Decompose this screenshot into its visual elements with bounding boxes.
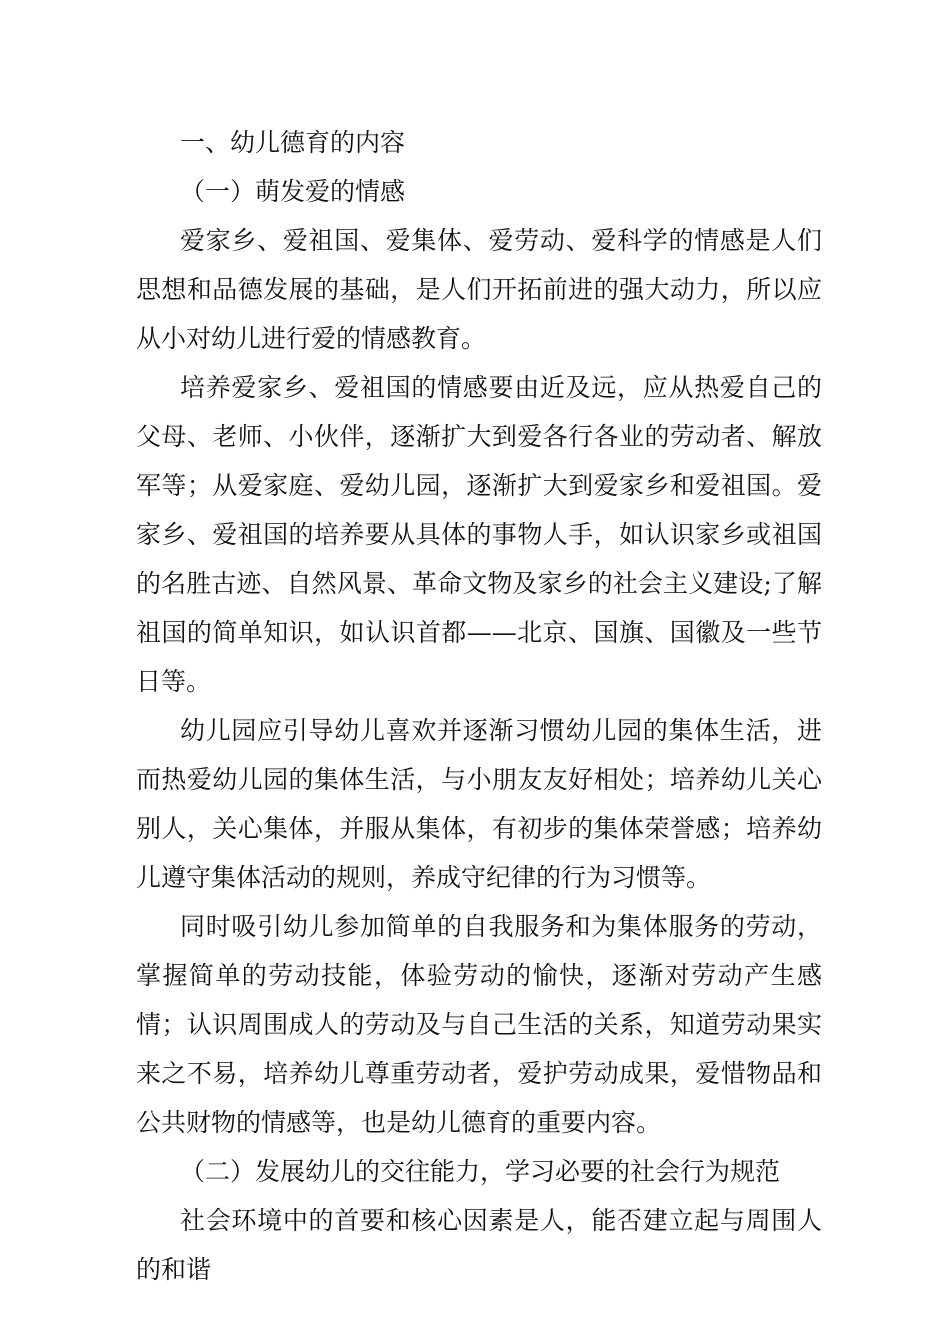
paragraph-love-collective: 幼儿园应引导幼儿喜欢并逐渐习惯幼儿园的集体生活，进而热爱幼儿园的集体生活，与小朋友友好相处；培养幼儿关心别人，关心集体，并服从集体，有初步的集体荣誉感；培养幼儿遵守集体活动的规则，养成守纪律的行为习惯等。 bbox=[136, 716, 822, 892]
subsection-heading-social: （二）发展幼儿的交往能力，学习必要的社会行为规范 bbox=[180, 1157, 781, 1186]
paragraph-love-homeland: 培养爱家乡、爱祖国的情感要由近及远，应从热爱自己的父母、老师、小伙伴，逐渐扩大到爱各行各业的劳动者、解放军等；从爱家庭、爱幼儿园，逐渐扩大到爱家乡和爱祖国。爱家乡、爱祖国的培养要从具体的事物人手，如认识家乡或祖国的名胜古迹、自然风景、革命文物及家乡的社会主义建设;了解祖国的简单知识，如认识首都——北京、国旗、国徽及一些节日等。 bbox=[136, 373, 822, 696]
paragraph-social-intro: 社会环境中的首要和核心因素是人，能否建立起与周围人的和谐 bbox=[136, 1206, 822, 1284]
section-heading: 一、幼儿德育的内容 bbox=[180, 128, 406, 157]
paragraph-love-labor: 同时吸引幼儿参加简单的自我服务和为集体服务的劳动，掌握简单的劳动技能，体验劳动的愉快，逐渐对劳动产生感情；认识周围成人的劳动及与自己生活的关系，知道劳动果实来之不易，培养幼儿尊重劳动者，爱护劳动成果，爱惜物品和公共财物的情感等，也是幼儿德育的重要内容。 bbox=[136, 912, 822, 1137]
document-body bbox=[136, 118, 822, 1294]
subsection-heading-love: （一）萌发爱的情感 bbox=[180, 177, 406, 206]
paragraph-love-intro: 爱家乡、爱祖国、爱集体、爱劳动、爱科学的情感是人们思想和品德发展的基础，是人们开拓前进的强大动力，所以应从小对幼儿进行爱的情感教育。 bbox=[136, 226, 822, 353]
